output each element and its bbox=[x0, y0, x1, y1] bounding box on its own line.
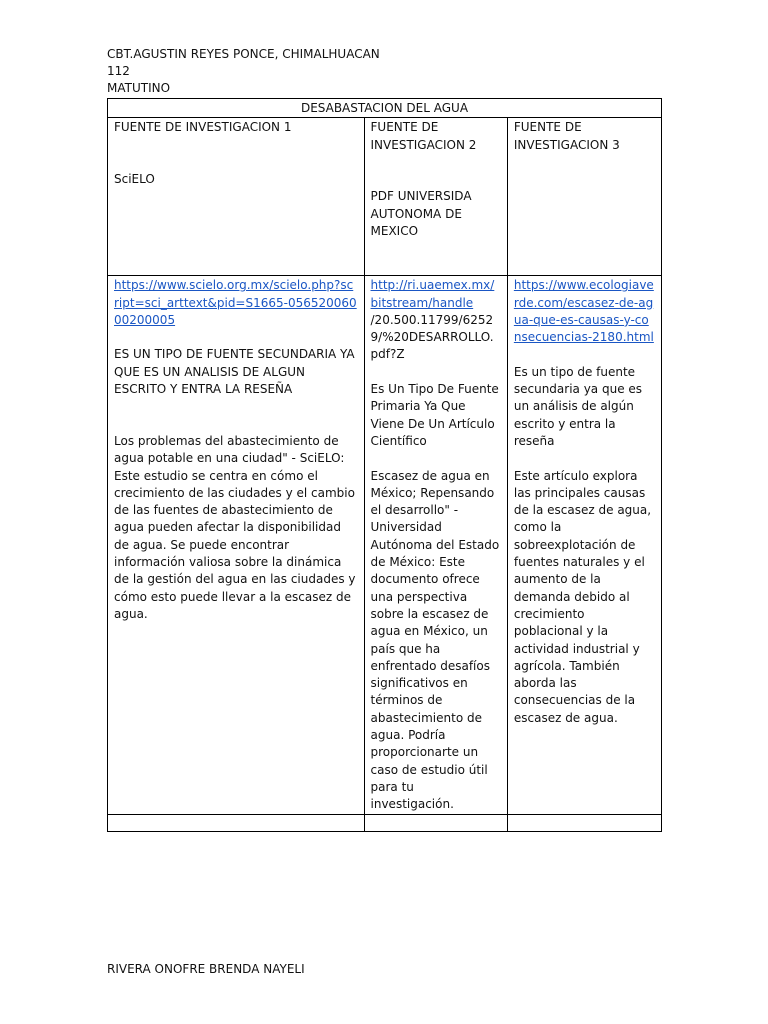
source-1-heading: FUENTE DE INVESTIGACION 1 bbox=[114, 120, 292, 135]
table-content-row bbox=[108, 276, 662, 814]
table-title: DESABASTACION DEL AGUA bbox=[108, 99, 662, 118]
author-name: RIVERA ONOFRE BRENDA NAYELI bbox=[107, 962, 305, 976]
source-3-content-cell bbox=[507, 276, 661, 814]
shift-label: MATUTINO bbox=[107, 81, 171, 95]
document-header bbox=[107, 46, 380, 97]
source-1-type-note: ES UN TIPO DE FUENTE SECUNDARIA YA QUE ES UN ANALISIS DE ALGUN ESCRITO Y ENTRA LA RESEÑA bbox=[114, 347, 355, 397]
source-1-header-cell bbox=[108, 118, 365, 276]
source-3-type-note: Es un tipo de fuente secundaria ya que es un análisis de algún escrito y entra la reseña bbox=[513, 364, 643, 448]
source-2-type-note: Es Un Tipo De Fuente Primaria Ya Que Viene De Un Artículo Científico bbox=[370, 382, 499, 448]
source-1-summary: Los problemas del abastecimiento de agua potable en una ciudad" - SciELO: Este estudio se centra en cómo el crecimiento de las ciudades y el cambio de las fuentes de abastecimiento de agua pueden afectar la disponibilidad de agua. Se puede encontrar información valiosa sobre la dinámica de la gestión del agua en las ciudades y cómo esto puede llevar a la escasez de agua. bbox=[114, 433, 356, 621]
empty-cell-1 bbox=[108, 814, 365, 831]
source-2-summary: Escasez de agua en México; Repensando el desarrollo" - Universidad Autónoma del Estado de México: Este documento ofrece una perspectiva sobre la escasez de agua en México, un país que ha enfrentado desafíos significativos en términos de abastecimiento de agua. Podría proporcionarte un caso de estudio útil para tu investigación. bbox=[370, 468, 500, 812]
school-name: CBT.AGUSTIN REYES PONCE, CHIMALHUACAN bbox=[107, 47, 380, 61]
source-2-header-cell bbox=[364, 118, 507, 276]
source-3-link[interactable]: https://www.ecologiaverde.com/escasez-de-agua-que-es-causas-y-consecuencias-2180.html bbox=[513, 278, 654, 345]
table-title-row bbox=[108, 99, 662, 118]
table-empty-row bbox=[108, 814, 662, 831]
group-number: 112 bbox=[107, 64, 130, 78]
source-3-header-cell bbox=[507, 118, 661, 276]
source-2-name: PDF UNIVERSIDA AUTONOMA DE MEXICO bbox=[370, 189, 472, 239]
source-2-link-suffix: /20.500.11799/62529/%20DESARROLLO.pdf?Z bbox=[370, 312, 494, 362]
source-3-summary: Este artículo explora las principales causas de la escasez de agua, como la sobreexplotación de fuentes naturales y el aumento de la demanda debido al crecimiento poblacional y la actividad industrial y agrícola. También aborda las consecuencias de la escasez de agua. bbox=[513, 468, 652, 725]
empty-cell-2 bbox=[364, 814, 507, 831]
empty-cell-3 bbox=[507, 814, 661, 831]
source-1-content-cell bbox=[108, 276, 365, 814]
source-3-heading: FUENTE DE INVESTIGACION 3 bbox=[513, 120, 620, 152]
source-2-link[interactable]: http://ri.uaemex.mx/bitstream/handle bbox=[370, 278, 495, 310]
source-2-heading: FUENTE DE INVESTIGACION 2 bbox=[370, 120, 477, 152]
source-2-content-cell bbox=[364, 276, 507, 814]
table-header-row bbox=[108, 118, 662, 276]
source-1-name: SciELO bbox=[114, 172, 155, 187]
research-sources-table bbox=[107, 98, 662, 832]
source-1-link[interactable]: https://www.scielo.org.mx/scielo.php?script=sci_arttext&pid=S1665-05652006000200005 bbox=[114, 278, 357, 327]
